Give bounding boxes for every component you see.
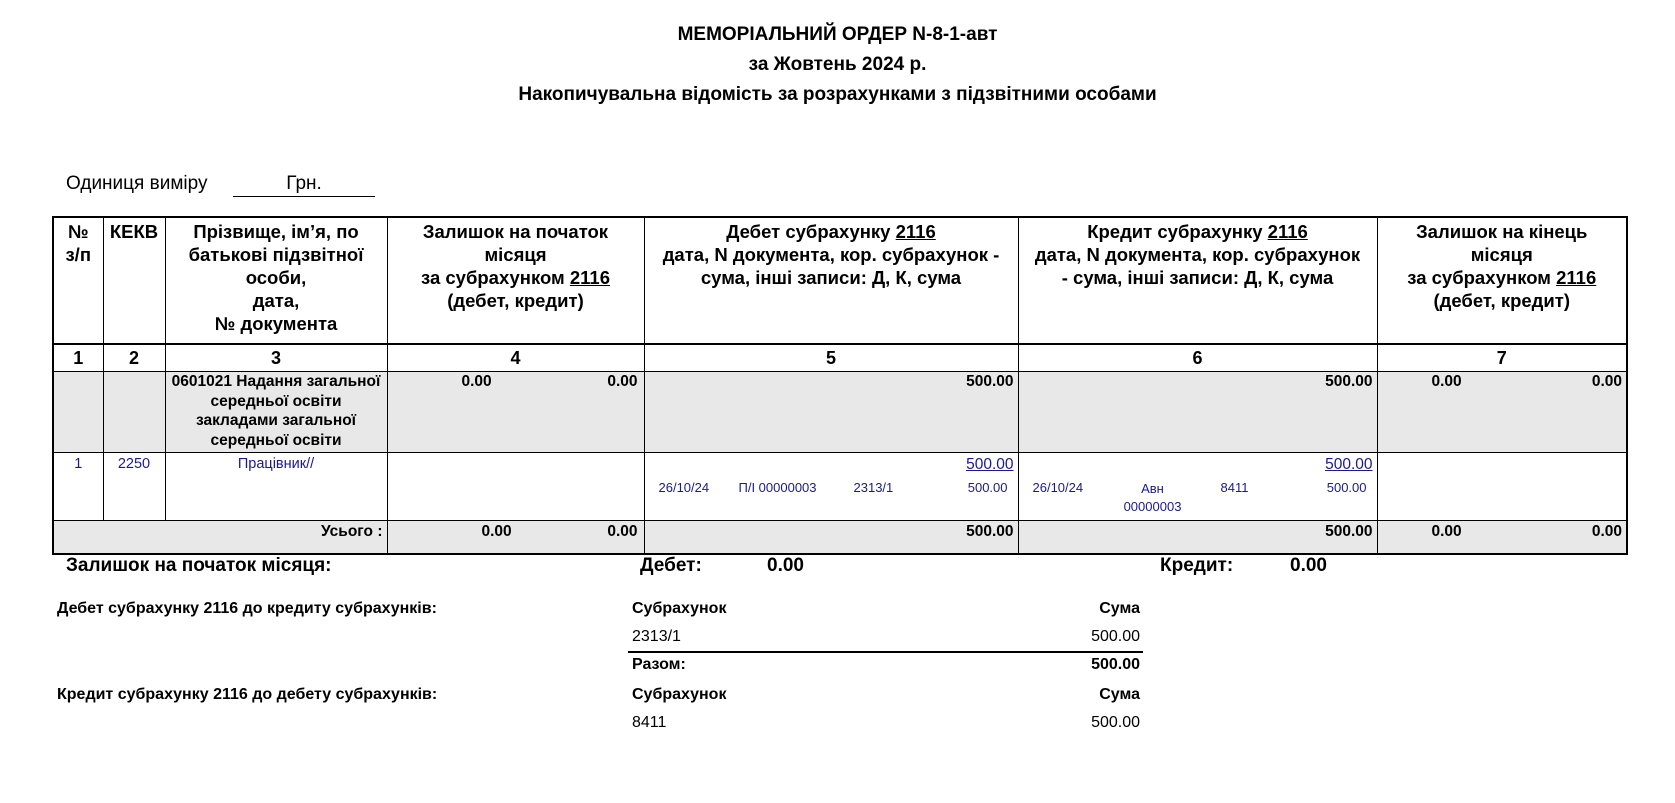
col-number: 2 — [103, 344, 165, 372]
group-debit: 500.00 — [644, 372, 1018, 453]
header-debit: Дебет субрахунку 2116 дата, N документа, кор. субрахунок - сума, інші записи: Д, К, сума — [644, 217, 1018, 344]
header-credit: Кредит субрахунку 2116 дата, N документа, кор. субрахунок - сума, інші записи: Д, К, сума — [1018, 217, 1377, 344]
row-debit — [644, 453, 1018, 521]
debit-breakdown-account: 2313/1 — [632, 628, 681, 645]
header-closing-balance: Залишок на кінець місяця за субрахунком 2116 (дебет, кредит) — [1377, 217, 1627, 344]
group-credit: 500.00 — [1018, 372, 1377, 453]
row-debit-entry: 26/10/24 П/І 00000003 2313/1 500.00 — [658, 480, 1008, 495]
credit-breakdown-account: 8411 — [632, 714, 667, 731]
document-subtitle: Накопичувальна відомість за розрахунками з підзвітними особами — [518, 84, 1157, 105]
col-number: 6 — [1018, 344, 1377, 372]
row-person: Працівник// — [165, 453, 387, 521]
total-closing-balance: 0.00 0.00 — [1377, 521, 1627, 554]
group-opening-balance: 0.00 0.00 — [387, 372, 644, 453]
table-header-row — [53, 217, 1627, 344]
row-credit — [1018, 453, 1377, 521]
unit-value: Грн. — [233, 173, 375, 197]
group-closing-balance: 0.00 0.00 — [1377, 372, 1627, 453]
row-num: 1 — [53, 453, 103, 521]
col-number: 4 — [387, 344, 644, 372]
debit-breakdown-total-label: Разом: — [632, 656, 686, 673]
opening-debit-value: 0.00 — [767, 555, 804, 576]
row-credit-entry: 26/10/24 Авн 00000003 8411 500.00 — [1032, 480, 1367, 514]
debit-breakdown-label: Дебет субрахунку 2116 до кредиту субрахунків: — [57, 600, 437, 617]
header-num: № з/п — [53, 217, 103, 344]
opening-credit-label: Кредит: — [1160, 555, 1234, 576]
header-opening-balance: Залишок на початок місяця за субрахунком 2116 (дебет, кредит) — [387, 217, 644, 344]
debit-breakdown-sum: 500.00 — [1091, 628, 1140, 645]
credit-breakdown-sum-header: Сума — [1099, 686, 1140, 703]
group-row — [53, 372, 1627, 453]
total-row — [53, 521, 1627, 554]
unit-label: Одиниця виміру — [66, 173, 208, 194]
credit-breakdown-label: Кредит субрахунку 2116 до дебету субрахунків: — [57, 686, 438, 703]
debit-breakdown-total-value: 500.00 — [1091, 656, 1140, 673]
col-number: 5 — [644, 344, 1018, 372]
header-person: Прізвище, ім’я, по батькові підзвітної особи, дата, № документа — [165, 217, 387, 344]
credit-breakdown-account-header: Субрахунок — [632, 686, 727, 703]
document-period: за Жовтень 2024 р. — [748, 54, 927, 75]
group-name: 0601021 Надання загальної середньої освіти закладами загальної середньої освіти — [165, 372, 387, 453]
col-number: 7 — [1377, 344, 1627, 372]
total-credit: 500.00 — [1018, 521, 1377, 554]
opening-debit-label: Дебет: — [640, 555, 702, 576]
total-opening-balance: 0.00 0.00 — [387, 521, 644, 554]
opening-balance-label: Залишок на початок місяця: — [66, 555, 332, 576]
row-kekv: 2250 — [103, 453, 165, 521]
debit-breakdown-account-header: Субрахунок — [632, 600, 727, 617]
row-debit-total: 500.00 — [966, 456, 1014, 473]
debit-breakdown-divider — [628, 651, 1143, 653]
col-number: 3 — [165, 344, 387, 372]
credit-breakdown-sum: 500.00 — [1091, 714, 1140, 731]
column-number-row — [53, 344, 1627, 372]
table-row — [53, 453, 1627, 521]
document-title: МЕМОРІАЛЬНИЙ ОРДЕР N-8-1-авт — [677, 24, 998, 45]
header-kekv: КЕКВ — [103, 217, 165, 344]
row-credit-total: 500.00 — [1325, 456, 1373, 473]
opening-credit-value: 0.00 — [1290, 555, 1327, 576]
total-label: Усього : — [53, 521, 387, 554]
ledger-table — [52, 216, 1628, 555]
col-number: 1 — [53, 344, 103, 372]
debit-breakdown-sum-header: Сума — [1099, 600, 1140, 617]
total-debit: 500.00 — [644, 521, 1018, 554]
